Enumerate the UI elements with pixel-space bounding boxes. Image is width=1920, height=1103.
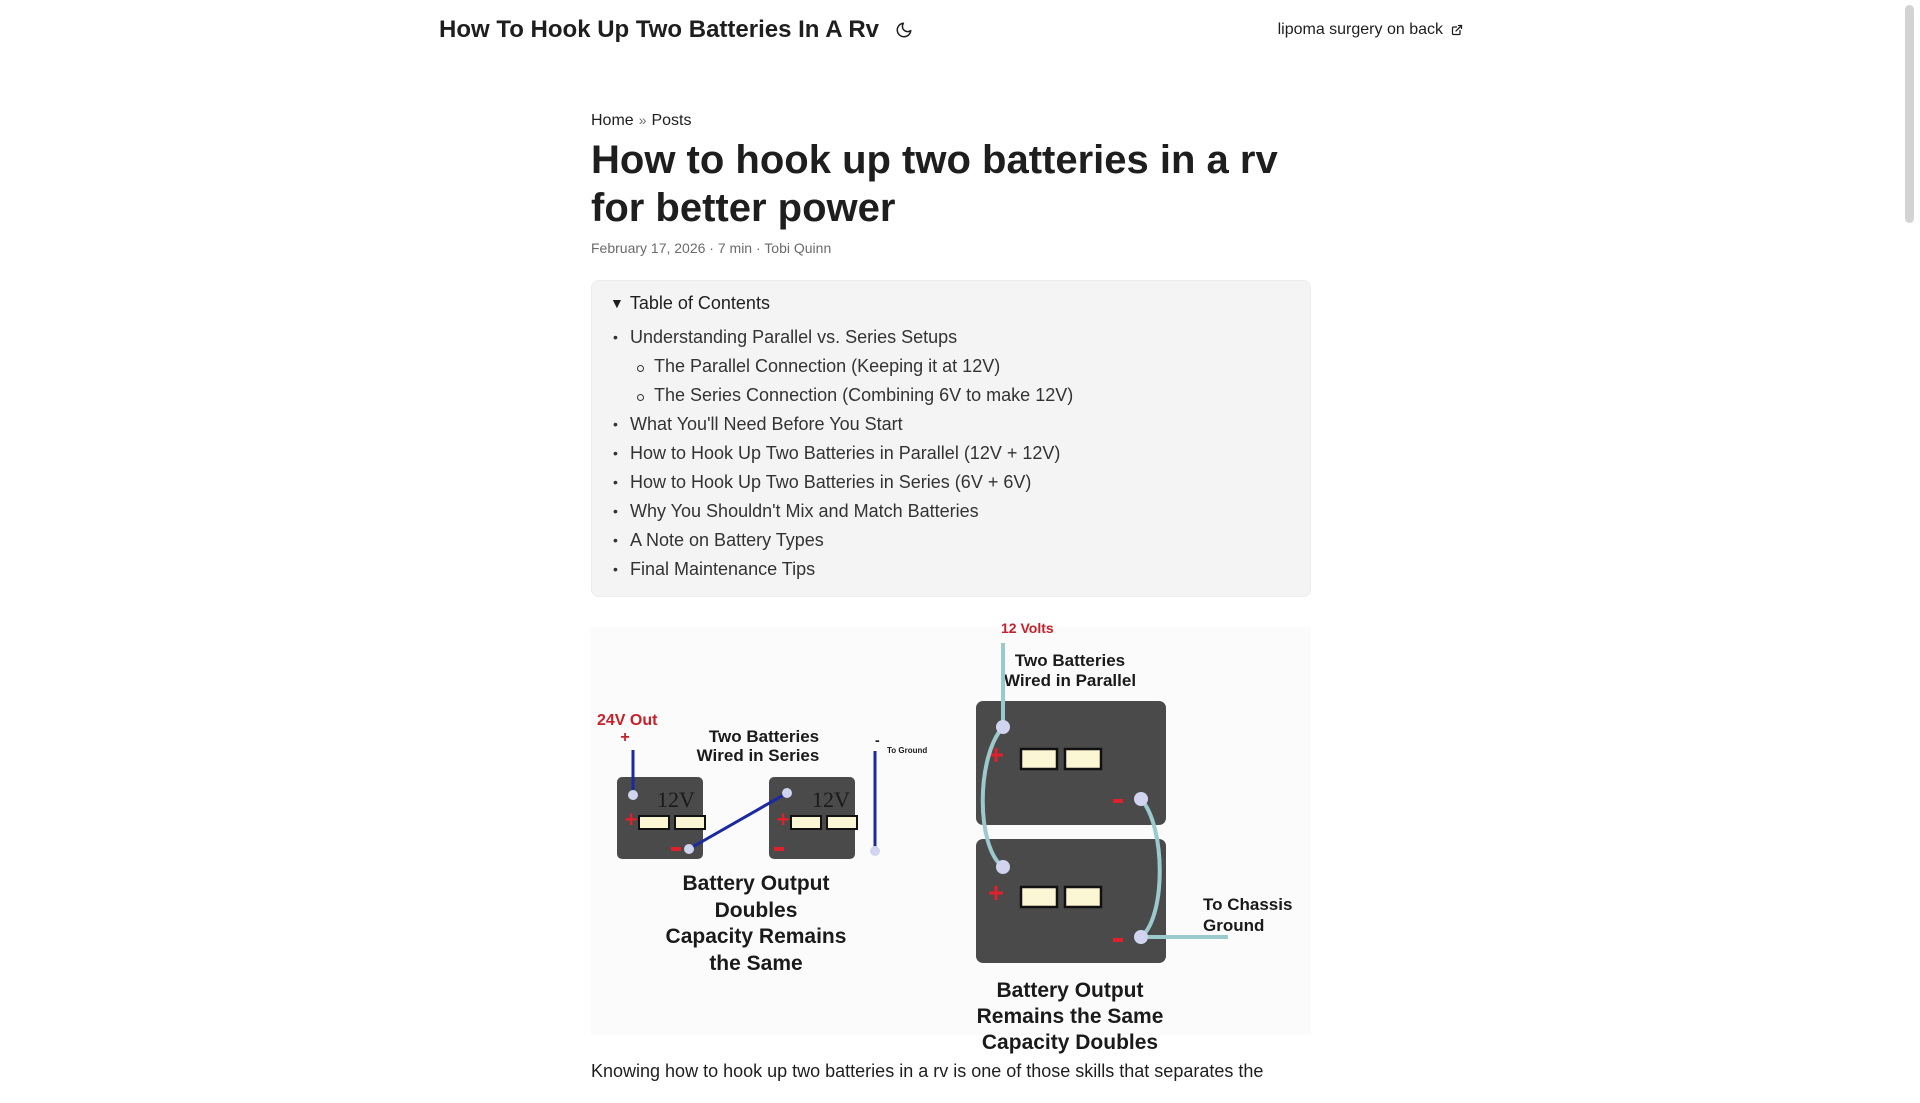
toc-link[interactable]: Why You Shouldn't Mix and Match Batteries bbox=[630, 501, 979, 521]
moon-icon bbox=[895, 21, 913, 39]
logo-wrap bbox=[439, 16, 915, 44]
parallel-title-1: Two Batteries bbox=[1014, 651, 1126, 670]
toc-toggle[interactable] bbox=[610, 291, 1292, 315]
meta-separator: · bbox=[752, 240, 765, 256]
series-battery-1-label: 12V bbox=[657, 787, 695, 812]
parallel-caption-3: Capacity Doubles bbox=[981, 1031, 1159, 1054]
table-of-contents bbox=[591, 280, 1311, 597]
breadcrumb-home[interactable]: Home bbox=[591, 112, 634, 129]
toc-list bbox=[610, 323, 1292, 584]
svg-text:+: + bbox=[776, 807, 790, 832]
breadcrumb-separator: » bbox=[638, 112, 647, 128]
post-author: Tobi Quinn bbox=[764, 240, 832, 256]
toc-item bbox=[610, 555, 1292, 584]
main-content bbox=[591, 104, 1311, 1103]
toc-summary-label: Table of Contents bbox=[629, 293, 770, 313]
toc-item bbox=[610, 468, 1292, 497]
toc-link[interactable]: A Note on Battery Types bbox=[630, 530, 824, 550]
series-caption-2: Doubles bbox=[714, 899, 798, 922]
page-scrollbar-thumb[interactable] bbox=[1905, 5, 1914, 223]
theme-toggle-button[interactable] bbox=[893, 19, 915, 41]
toc-item bbox=[610, 439, 1292, 468]
series-caption-1: Battery Output bbox=[682, 872, 830, 895]
parallel-title-2: Wired in Parallel bbox=[1003, 671, 1137, 690]
parallel-ground-label-1: To Chassis bbox=[1203, 895, 1293, 914]
toc-item bbox=[610, 381, 1292, 410]
parallel-caption-2: Remains the Same bbox=[976, 1005, 1164, 1028]
toc-item bbox=[610, 352, 1292, 381]
series-caption-3: Capacity Remains bbox=[665, 925, 847, 948]
triangle-down-icon: ▼ bbox=[610, 295, 624, 311]
site-header bbox=[439, 0, 1463, 60]
external-link-label: lipoma surgery on back bbox=[1277, 21, 1443, 38]
svg-text:+: + bbox=[987, 877, 1005, 908]
post-title: How to hook up two batteries in a rv for better power bbox=[591, 138, 1278, 230]
site-title-link[interactable]: How To Hook Up Two Batteries In A Rv bbox=[439, 16, 880, 43]
series-ground-label: To Ground bbox=[887, 746, 928, 755]
svg-text:+: + bbox=[624, 807, 638, 832]
toc-link[interactable]: The Parallel Connection (Keeping it at 12V) bbox=[654, 356, 1001, 376]
toc-link[interactable]: Final Maintenance Tips bbox=[630, 559, 816, 579]
toc-link[interactable]: What You'll Need Before You Start bbox=[630, 414, 903, 434]
series-title-2: Wired in Series bbox=[696, 746, 820, 765]
post-meta bbox=[591, 238, 1311, 258]
post-read-time: 7 min bbox=[717, 240, 753, 256]
parallel-caption-1: Battery Output bbox=[996, 979, 1144, 1002]
meta-separator: · bbox=[705, 240, 718, 256]
svg-text:+: + bbox=[987, 739, 1005, 770]
toc-item bbox=[610, 497, 1292, 526]
series-plus-sign: + bbox=[620, 729, 630, 746]
series-out-label: 24V Out bbox=[597, 712, 658, 729]
battery-wiring-diagram bbox=[591, 620, 1311, 1054]
series-minus-sign: - bbox=[875, 732, 880, 748]
toc-link[interactable]: Understanding Parallel vs. Series Setups bbox=[630, 327, 958, 347]
breadcrumb bbox=[591, 104, 1311, 136]
external-link-icon bbox=[1451, 24, 1463, 36]
toc-item bbox=[610, 526, 1292, 555]
series-caption-4: the Same bbox=[709, 952, 803, 975]
breadcrumb-posts[interactable]: Posts bbox=[651, 112, 692, 129]
toc-link[interactable]: How to Hook Up Two Batteries in Parallel (12V + 12V) bbox=[630, 443, 1061, 463]
series-battery-2-label: 12V bbox=[812, 787, 850, 812]
post-date: February 17, 2026 bbox=[591, 240, 706, 256]
toc-item bbox=[610, 410, 1292, 439]
toc-link[interactable]: How to Hook Up Two Batteries in Series (6V + 6V) bbox=[630, 472, 1032, 492]
parallel-ground-label-2: Ground bbox=[1203, 916, 1265, 935]
series-title-1: Two Batteries bbox=[708, 727, 820, 746]
toc-item bbox=[610, 323, 1292, 352]
parallel-top-label: 12 Volts bbox=[1001, 620, 1054, 636]
body-paragraph: Knowing how to hook up two batteries in a rv is one of those skills that separates the bbox=[591, 1061, 1264, 1081]
toc-link[interactable]: The Series Connection (Combining 6V to make 12V) bbox=[654, 385, 1074, 405]
external-menu-link[interactable] bbox=[1278, 21, 1463, 39]
